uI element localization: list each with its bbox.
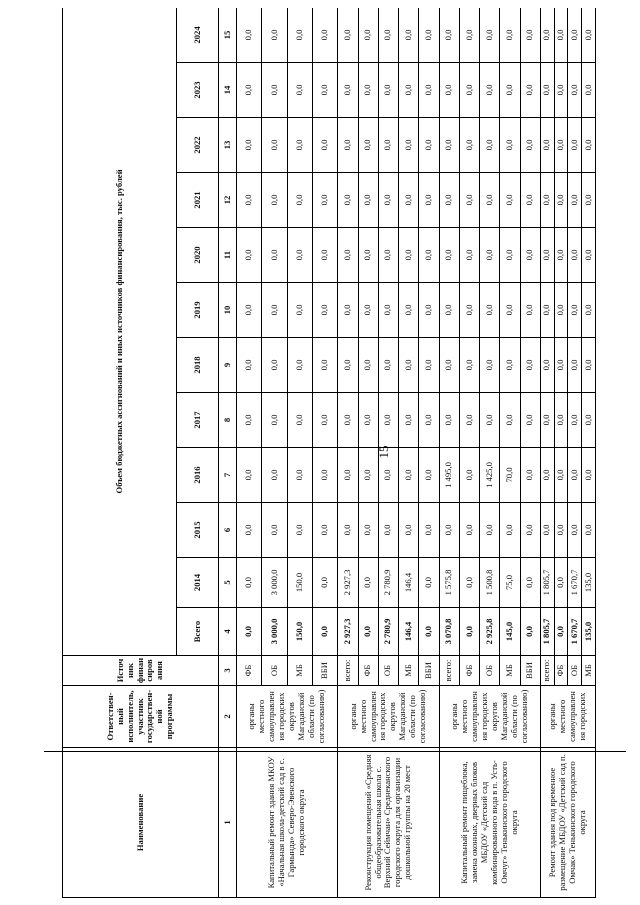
- value-cell: 0,0: [480, 228, 500, 283]
- value-cell: 0,0: [520, 173, 540, 228]
- total-cell: 0,0: [520, 608, 540, 656]
- value-cell: 0,0: [439, 338, 459, 393]
- total-cell: 0,0: [419, 608, 439, 656]
- value-cell: 0,0: [520, 283, 540, 338]
- value-cell: 0,0: [262, 8, 287, 63]
- value-cell: 0,0: [338, 448, 358, 503]
- value-cell: 0,0: [338, 63, 358, 118]
- value-cell: 0,0: [582, 393, 596, 448]
- value-cell: 0,0: [237, 63, 262, 118]
- source-cell: ФБ: [459, 656, 479, 686]
- header-name: Наименование: [63, 748, 219, 898]
- value-cell: 0,0: [568, 118, 582, 173]
- responsible-cell: органы местного самоуправлен ия городских округов Магаданской области (по согласованию): [338, 686, 439, 748]
- value-cell: 0,0: [520, 558, 540, 608]
- value-cell: 0,0: [419, 118, 439, 173]
- value-cell: 0,0: [237, 503, 262, 558]
- value-cell: 0,0: [312, 338, 337, 393]
- value-cell: 2 927,3: [338, 558, 358, 608]
- value-cell: 0,0: [338, 173, 358, 228]
- value-cell: 0,0: [378, 503, 398, 558]
- value-cell: 0,0: [554, 393, 568, 448]
- total-cell: 2 780,9: [378, 608, 398, 656]
- column-index-cell: 12: [219, 173, 237, 228]
- value-cell: 0,0: [568, 338, 582, 393]
- value-cell: 1 500,8: [480, 558, 500, 608]
- value-cell: 1 575,8: [439, 558, 459, 608]
- value-cell: 0,0: [439, 393, 459, 448]
- value-cell: 0,0: [540, 228, 554, 283]
- value-cell: 0,0: [338, 8, 358, 63]
- value-cell: 0,0: [554, 118, 568, 173]
- value-cell: 0,0: [312, 393, 337, 448]
- value-cell: 0,0: [520, 448, 540, 503]
- value-cell: 0,0: [312, 228, 337, 283]
- value-cell: 0,0: [520, 118, 540, 173]
- source-cell: ВБИ: [312, 656, 337, 686]
- value-cell: 0,0: [287, 448, 312, 503]
- header-year: 2015: [177, 503, 219, 558]
- value-cell: 70,0: [500, 448, 520, 503]
- source-cell: ОБ: [568, 656, 582, 686]
- value-cell: 0,0: [459, 503, 479, 558]
- value-cell: 0,0: [459, 173, 479, 228]
- total-cell: 3 070,8: [439, 608, 459, 656]
- value-cell: 0,0: [262, 283, 287, 338]
- total-cell: 146,4: [399, 608, 419, 656]
- value-cell: 0,0: [399, 8, 419, 63]
- value-cell: 2 780,9: [378, 558, 398, 608]
- column-index-cell: 11: [219, 228, 237, 283]
- value-cell: 0,0: [378, 8, 398, 63]
- table-row: [439, 8, 459, 898]
- value-cell: 0,0: [312, 63, 337, 118]
- value-cell: 0,0: [378, 283, 398, 338]
- value-cell: 0,0: [399, 503, 419, 558]
- value-cell: 0,0: [262, 448, 287, 503]
- source-cell: МБ: [287, 656, 312, 686]
- value-cell: 0,0: [287, 118, 312, 173]
- value-cell: 0,0: [568, 448, 582, 503]
- value-cell: 0,0: [312, 283, 337, 338]
- value-cell: 0,0: [540, 448, 554, 503]
- value-cell: 0,0: [419, 393, 439, 448]
- value-cell: 0,0: [237, 118, 262, 173]
- value-cell: 0,0: [262, 63, 287, 118]
- value-cell: 0,0: [459, 393, 479, 448]
- source-cell: МБ: [399, 656, 419, 686]
- value-cell: 0,0: [568, 228, 582, 283]
- value-cell: 0,0: [399, 63, 419, 118]
- value-cell: 0,0: [378, 338, 398, 393]
- value-cell: 0,0: [237, 448, 262, 503]
- value-cell: 0,0: [358, 118, 378, 173]
- value-cell: 0,0: [358, 503, 378, 558]
- value-cell: 0,0: [262, 393, 287, 448]
- value-cell: 0,0: [459, 558, 479, 608]
- value-cell: 0,0: [338, 503, 358, 558]
- value-cell: 0,0: [287, 63, 312, 118]
- total-cell: 0,0: [554, 608, 568, 656]
- total-cell: 0,0: [237, 608, 262, 656]
- value-cell: 0,0: [459, 338, 479, 393]
- value-cell: 0,0: [338, 393, 358, 448]
- column-index-cell: 4: [219, 608, 237, 656]
- column-index-cell: 1: [219, 748, 237, 898]
- table-body: [237, 8, 596, 898]
- value-cell: 0,0: [582, 173, 596, 228]
- total-cell: 150,0: [287, 608, 312, 656]
- value-cell: 0,0: [399, 228, 419, 283]
- header-year: 2019: [177, 283, 219, 338]
- value-cell: 0,0: [554, 448, 568, 503]
- responsible-cell: органы местного самоуправлен ия городских: [540, 686, 595, 748]
- value-cell: 0,0: [500, 8, 520, 63]
- header-year: 2022: [177, 118, 219, 173]
- value-cell: 0,0: [554, 8, 568, 63]
- table-row: [338, 8, 358, 898]
- source-cell: МБ: [500, 656, 520, 686]
- value-cell: 0,0: [582, 338, 596, 393]
- value-cell: 0,0: [582, 448, 596, 503]
- value-cell: 0,0: [419, 228, 439, 283]
- value-cell: 0,0: [419, 338, 439, 393]
- value-cell: 0,0: [237, 173, 262, 228]
- total-cell: 0,0: [459, 608, 479, 656]
- value-cell: 0,0: [554, 338, 568, 393]
- header-total: Всего: [177, 608, 219, 656]
- value-cell: 0,0: [480, 118, 500, 173]
- value-cell: 0,0: [554, 558, 568, 608]
- value-cell: 0,0: [287, 338, 312, 393]
- value-cell: 0,0: [378, 393, 398, 448]
- header-funding-group: Объем бюджетных ассигнований и иных источников финансирования, тыс. рублей: [63, 8, 177, 656]
- value-cell: 0,0: [262, 338, 287, 393]
- value-cell: 0,0: [419, 173, 439, 228]
- value-cell: 0,0: [338, 228, 358, 283]
- value-cell: 0,0: [520, 393, 540, 448]
- value-cell: 0,0: [480, 8, 500, 63]
- column-index-cell: 6: [219, 503, 237, 558]
- value-cell: 0,0: [582, 63, 596, 118]
- total-cell: 2 927,3: [338, 608, 358, 656]
- value-cell: 0,0: [568, 393, 582, 448]
- column-index-cell: 14: [219, 63, 237, 118]
- value-cell: 0,0: [582, 503, 596, 558]
- value-cell: 0,0: [287, 8, 312, 63]
- value-cell: 0,0: [378, 63, 398, 118]
- value-cell: 0,0: [500, 283, 520, 338]
- value-cell: 146,4: [399, 558, 419, 608]
- column-index-cell: 7: [219, 448, 237, 503]
- value-cell: 0,0: [568, 63, 582, 118]
- header-year: 2024: [177, 8, 219, 63]
- source-cell: ОБ: [262, 656, 287, 686]
- table-row: [540, 8, 554, 898]
- value-cell: 0,0: [540, 173, 554, 228]
- header-year: 2017: [177, 393, 219, 448]
- source-cell: ФБ: [554, 656, 568, 686]
- value-cell: 0,0: [399, 173, 419, 228]
- value-cell: 0,0: [568, 503, 582, 558]
- value-cell: 0,0: [500, 393, 520, 448]
- value-cell: 0,0: [237, 558, 262, 608]
- value-cell: 0,0: [287, 228, 312, 283]
- column-index-cell: 10: [219, 283, 237, 338]
- total-cell: 2 925,8: [480, 608, 500, 656]
- value-cell: 0,0: [399, 283, 419, 338]
- value-cell: 0,0: [582, 118, 596, 173]
- value-cell: 0,0: [358, 228, 378, 283]
- value-cell: 0,0: [287, 283, 312, 338]
- value-cell: 0,0: [358, 283, 378, 338]
- value-cell: 0,0: [378, 228, 398, 283]
- source-cell: всего:: [439, 656, 459, 686]
- value-cell: 1 495,0: [439, 448, 459, 503]
- value-cell: 0,0: [480, 393, 500, 448]
- value-cell: 0,0: [338, 283, 358, 338]
- column-index-cell: 3: [219, 656, 237, 686]
- value-cell: 0,0: [287, 503, 312, 558]
- source-cell: ВБИ: [419, 656, 439, 686]
- value-cell: 0,0: [568, 8, 582, 63]
- value-cell: 0,0: [419, 448, 439, 503]
- value-cell: 0,0: [419, 8, 439, 63]
- table-row: [237, 8, 262, 898]
- value-cell: 0,0: [500, 118, 520, 173]
- value-cell: 0,0: [540, 503, 554, 558]
- value-cell: 0,0: [520, 8, 540, 63]
- value-cell: 135,0: [582, 558, 596, 608]
- value-cell: 0,0: [419, 503, 439, 558]
- value-cell: 0,0: [358, 393, 378, 448]
- value-cell: 0,0: [500, 228, 520, 283]
- value-cell: 0,0: [419, 283, 439, 338]
- value-cell: 0,0: [554, 503, 568, 558]
- value-cell: 0,0: [237, 283, 262, 338]
- total-cell: 3 000,0: [262, 608, 287, 656]
- source-cell: всего:: [540, 656, 554, 686]
- responsible-cell: органы местного самоуправлен ия городских округов Магаданской области (по согласованию): [237, 686, 338, 748]
- value-cell: 0,0: [262, 503, 287, 558]
- column-index-cell: 8: [219, 393, 237, 448]
- value-cell: 0,0: [237, 8, 262, 63]
- value-cell: 0,0: [312, 503, 337, 558]
- section-name-cell: Капитальный ремонт пищеблока, замена оконных, дверных блоков МБДОУ «Детский сад комбинированного вида в п. Усть-Омчуг» Тенькинского городского округа: [439, 748, 540, 898]
- value-cell: 0,0: [500, 503, 520, 558]
- value-cell: 0,0: [439, 283, 459, 338]
- value-cell: 0,0: [399, 118, 419, 173]
- value-cell: 0,0: [520, 63, 540, 118]
- source-cell: ФБ: [237, 656, 262, 686]
- value-cell: 0,0: [439, 503, 459, 558]
- value-cell: 150,0: [287, 558, 312, 608]
- value-cell: 1 805,7: [540, 558, 554, 608]
- value-cell: 0,0: [582, 283, 596, 338]
- value-cell: 0,0: [554, 173, 568, 228]
- source-cell: ВБИ: [520, 656, 540, 686]
- value-cell: 0,0: [520, 503, 540, 558]
- value-cell: 0,0: [500, 338, 520, 393]
- value-cell: 0,0: [237, 228, 262, 283]
- value-cell: 0,0: [237, 393, 262, 448]
- header-year: 2014: [177, 558, 219, 608]
- total-cell: 1 670,7: [568, 608, 582, 656]
- value-cell: 0,0: [500, 63, 520, 118]
- header-year: 2018: [177, 338, 219, 393]
- value-cell: 0,0: [358, 338, 378, 393]
- column-index-cell: 13: [219, 118, 237, 173]
- value-cell: 0,0: [312, 558, 337, 608]
- value-cell: 0,0: [568, 283, 582, 338]
- source-cell: ОБ: [378, 656, 398, 686]
- section-name-cell: Капитальный ремонт здания МКОУ «Начальная школа-детский сад в с. Гармында» Северо-Эвенского городского округа: [237, 748, 338, 898]
- value-cell: 0,0: [287, 393, 312, 448]
- value-cell: 0,0: [419, 558, 439, 608]
- value-cell: 0,0: [439, 118, 459, 173]
- header-year: 2023: [177, 63, 219, 118]
- value-cell: 0,0: [480, 503, 500, 558]
- value-cell: 0,0: [520, 338, 540, 393]
- value-cell: 0,0: [582, 8, 596, 63]
- value-cell: 0,0: [520, 228, 540, 283]
- value-cell: 0,0: [540, 338, 554, 393]
- value-cell: 0,0: [554, 63, 568, 118]
- value-cell: 0,0: [459, 448, 479, 503]
- source-cell: МБ: [582, 656, 596, 686]
- value-cell: 0,0: [237, 338, 262, 393]
- header-year: 2021: [177, 173, 219, 228]
- value-cell: 0,0: [459, 118, 479, 173]
- value-cell: 0,0: [540, 8, 554, 63]
- column-index-cell: 15: [219, 8, 237, 63]
- value-cell: 0,0: [568, 173, 582, 228]
- budget-table: [62, 8, 596, 898]
- value-cell: 0,0: [459, 228, 479, 283]
- responsible-cell: органы местного самоуправлен ия городских округов Магаданской области (по согласованию): [439, 686, 540, 748]
- value-cell: 0,0: [439, 228, 459, 283]
- value-cell: 75,0: [500, 558, 520, 608]
- value-cell: 0,0: [358, 173, 378, 228]
- value-cell: 0,0: [358, 8, 378, 63]
- rotated-table-container: [62, 8, 596, 898]
- value-cell: 0,0: [439, 63, 459, 118]
- value-cell: 0,0: [480, 283, 500, 338]
- column-index-cell: 2: [219, 686, 237, 748]
- total-cell: 0,0: [358, 608, 378, 656]
- value-cell: 1 670,7: [568, 558, 582, 608]
- page-number: 15: [376, 445, 391, 459]
- value-cell: 0,0: [554, 283, 568, 338]
- section-name-cell: Ремонт здания под временное размещение МБДОУ «Детский сад п. Омчак» Тенькинского городского округа: [540, 748, 595, 898]
- value-cell: 0,0: [459, 63, 479, 118]
- value-cell: 1 425,0: [480, 448, 500, 503]
- total-cell: 135,0: [582, 608, 596, 656]
- value-cell: 0,0: [459, 283, 479, 338]
- value-cell: 0,0: [358, 63, 378, 118]
- source-cell: ОБ: [480, 656, 500, 686]
- total-cell: 145,0: [500, 608, 520, 656]
- value-cell: 3 000,0: [262, 558, 287, 608]
- value-cell: 0,0: [312, 173, 337, 228]
- value-cell: 0,0: [358, 558, 378, 608]
- value-cell: 0,0: [399, 448, 419, 503]
- column-index-cell: 9: [219, 338, 237, 393]
- value-cell: 0,0: [358, 448, 378, 503]
- value-cell: 0,0: [262, 228, 287, 283]
- value-cell: 0,0: [419, 63, 439, 118]
- value-cell: 0,0: [378, 448, 398, 503]
- value-cell: 0,0: [378, 118, 398, 173]
- value-cell: 0,0: [312, 118, 337, 173]
- value-cell: 0,0: [500, 173, 520, 228]
- table-header: [63, 8, 237, 898]
- value-cell: 0,0: [554, 228, 568, 283]
- header-source: Источ ник финан сиров ания: [63, 656, 219, 686]
- value-cell: 0,0: [582, 228, 596, 283]
- total-cell: 1 805,7: [540, 608, 554, 656]
- value-cell: 0,0: [312, 8, 337, 63]
- value-cell: 0,0: [399, 338, 419, 393]
- total-cell: 0,0: [312, 608, 337, 656]
- header-responsible: Ответствен-ный исполнитель, участник государствен-ной программы: [63, 686, 219, 748]
- value-cell: 0,0: [480, 338, 500, 393]
- value-cell: 0,0: [439, 8, 459, 63]
- value-cell: 0,0: [399, 393, 419, 448]
- value-cell: 0,0: [262, 118, 287, 173]
- value-cell: 0,0: [378, 173, 398, 228]
- value-cell: 0,0: [262, 173, 287, 228]
- budget-table-wrapper: [62, 8, 596, 898]
- value-cell: 0,0: [338, 338, 358, 393]
- value-cell: 0,0: [540, 63, 554, 118]
- column-index-cell: 5: [219, 558, 237, 608]
- value-cell: 0,0: [439, 173, 459, 228]
- value-cell: 0,0: [480, 63, 500, 118]
- value-cell: 0,0: [540, 283, 554, 338]
- value-cell: 0,0: [287, 173, 312, 228]
- source-cell: ФБ: [358, 656, 378, 686]
- header-year: 2016: [177, 448, 219, 503]
- value-cell: 0,0: [459, 8, 479, 63]
- value-cell: 0,0: [480, 173, 500, 228]
- value-cell: 0,0: [312, 448, 337, 503]
- value-cell: 0,0: [540, 393, 554, 448]
- value-cell: 0,0: [540, 118, 554, 173]
- header-year: 2020: [177, 228, 219, 283]
- section-name-cell: Реконструкция помещений «Средняя общеобразовательная школа с. Верхний Сеймчан» Среднеканского городского округа для организации дошкольной группы на 20 мест: [338, 748, 439, 898]
- value-cell: 0,0: [338, 118, 358, 173]
- source-cell: всего:: [338, 656, 358, 686]
